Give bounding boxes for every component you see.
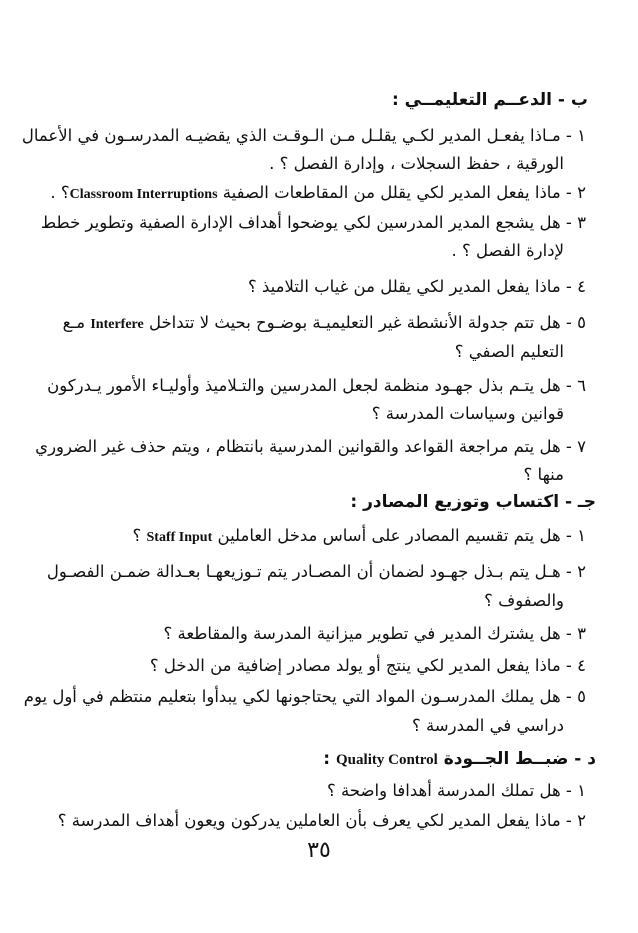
list-item-c3: ٣ - هل يشترك المدير في تطوير ميزانية المدرسة والمقاطعة ؟ — [163, 624, 586, 643]
list-item-c1-latin-term: Staff Input — [146, 530, 213, 545]
list-item-c2-line1: ٢ - هـل يتم بـذل جهـود لضمان أن المصـادر يتم تـوزيعهـا بعـدالة ضمـن الفصـول — [46, 562, 586, 581]
list-item-b1-line2: الورقية ، حفظ السجلات ، وإدارة الفصل ؟ . — [269, 154, 564, 173]
list-item-d1: ١ - هل تملك المدرسة أهدافا واضحة ؟ — [327, 781, 586, 800]
list-item-c1-text: ١ - هل يتم تقسيم المصادر على أساس مدخل العاملين — [217, 526, 586, 545]
list-item-b5-end: مـع — [62, 313, 86, 332]
list-item-b3-line1: ٣ - هل يشجع المدير المدرسين لكي يوضحوا أهداف الإدارة الصفية وتطوير خطط — [40, 213, 586, 232]
section-heading-d — [0, 748, 638, 771]
list-item-b2-latin-term: Classroom Interruptions — [69, 187, 218, 202]
list-item-b5-line1 — [0, 312, 638, 336]
list-item-b3-line2: لإدارة الفصل ؟ . — [451, 241, 564, 260]
list-item-b7-line2: منها ؟ — [523, 465, 564, 484]
list-item-b5-text: ٥ - هل تتم جدولة الأنشطة غير التعليميـة بوضـوح بحيث لا تتداخل — [148, 313, 586, 332]
list-item-b2-text: ٢ - ماذا يفعل المدير لكي يقلل من المقاطعات الصفية — [222, 183, 586, 202]
list-item-b6-line2: قوانين وسياسات المدرسة ؟ — [371, 404, 564, 423]
list-item-b7-line1: ٧ - هل يتم مراجعة القواعد والقوانين المدرسية بانتظام ، ويتم حذف غير الضروري — [35, 437, 586, 456]
list-item-c1 — [0, 525, 638, 549]
page-number: ٣٥ — [307, 838, 331, 863]
section-heading-c: جـ - اكتساب وتوزيع المصادر : — [350, 492, 596, 512]
list-item-c2-line2: والصفوف ؟ — [484, 591, 564, 610]
list-item-b5-line2: التعليم الصفي ؟ — [454, 342, 564, 361]
list-item-b2 — [0, 182, 638, 206]
section-heading-d-arabic: د - ضبــط الجــودة — [443, 749, 596, 769]
list-item-b6-line1: ٦ - هل يتـم بذل جهـود منظمة لجعل المدرسين والتـلاميذ وأوليـاء الأمور يـدركون — [47, 376, 586, 395]
list-item-b5-latin-term: Interfere — [90, 317, 144, 332]
list-item-c4: ٤ - ماذا يفعل المدير لكي ينتج أو يولد مصادر إضافية من الدخل ؟ — [149, 656, 586, 675]
list-item-c5-line1: ٥ - هل يملك المدرسـون المواد التي يحتاجونها لكي يبدأوا بتعليم منتظم في أول يوم — [23, 687, 586, 706]
list-item-b1-line1: ١ - مـاذا يفعـل المدير لكـي يقلـل مـن الـوقـت الذي يقضيـه المدرسـون في الأعمال — [21, 126, 586, 145]
list-item-d2: ٢ - ماذا يفعل المدير لكي يعرف بأن العاملين يدركون ويعون أهداف المدرسة ؟ — [57, 811, 586, 830]
section-heading-b: ب - الدعــم التعليمــي : — [391, 90, 588, 110]
section-heading-d-colon: : — [323, 749, 331, 769]
list-item-c1-end: ؟ — [132, 526, 142, 545]
list-item-b2-end: ؟ . — [50, 183, 70, 202]
list-item-c5-line2: دراسي في المدرسة ؟ — [411, 716, 564, 735]
section-heading-d-latin: Quality Control — [336, 752, 438, 768]
list-item-b4: ٤ - ماذا يفعل المدير لكي يقلل من غياب التلاميذ ؟ — [247, 277, 586, 296]
